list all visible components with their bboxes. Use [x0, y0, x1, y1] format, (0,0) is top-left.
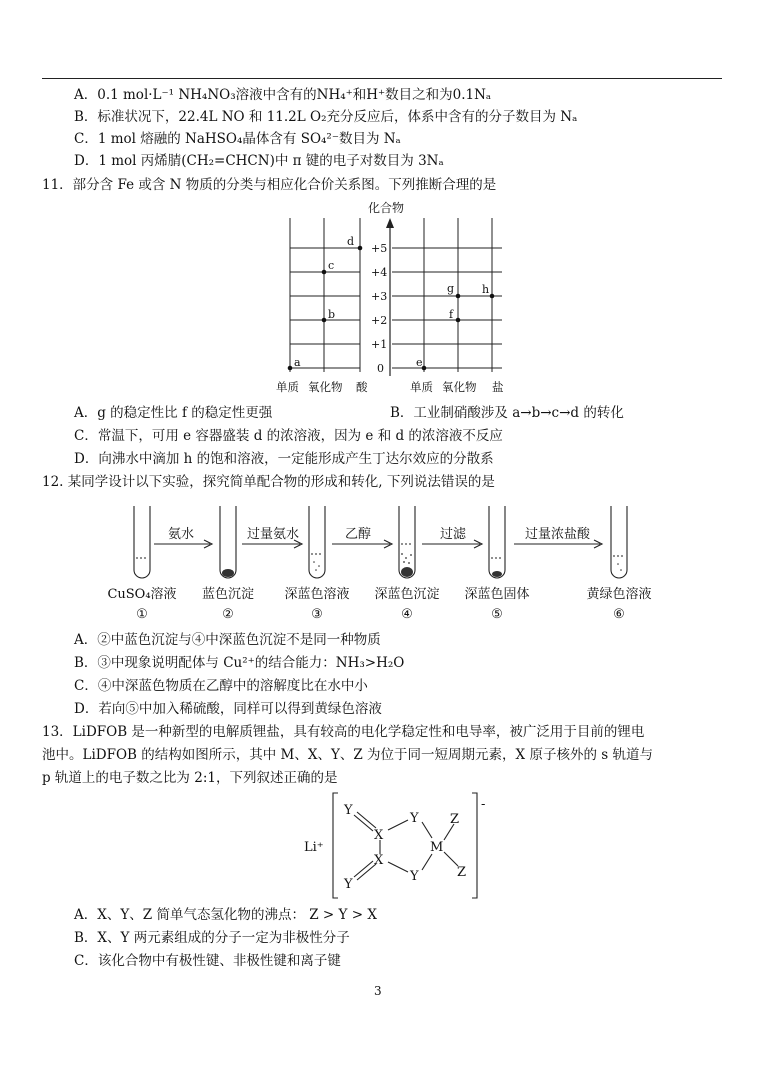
tube-label: 深蓝色溶液: [284, 587, 350, 602]
tube-label: 蓝色沉淀: [201, 587, 255, 602]
q13-stem-line1: 13．LiDFOB 是一种新型的电解质锂盐，具有较高的电化学稳定性和电导率，被广泛用于目前的锂电: [42, 724, 645, 740]
q12-option-c: C．④中深蓝色物质在乙醇中的溶解度比在水中小: [74, 678, 368, 694]
x-label: 氧化物: [308, 380, 343, 394]
tube-label: CuSO₄溶液: [107, 587, 177, 602]
q11-option-b: B．工业制硝酸涉及 a→b→c→d 的转化: [390, 405, 624, 421]
arrow-label: 氨水: [168, 527, 195, 542]
x-label: 单质: [276, 380, 299, 394]
atom-label: X: [374, 853, 384, 868]
tube-number: ①: [136, 607, 148, 622]
point-label: e: [416, 356, 423, 369]
tube-number: ④: [401, 607, 413, 622]
q11-option-c: C．常温下，可用 e 容器盛装 d 的浓溶液，因为 e 和 d 的浓溶液不反应: [74, 428, 503, 444]
x-label: 氧化物: [442, 380, 477, 394]
atom-label: Z: [450, 812, 460, 827]
q12-option-b: B．③中现象说明配体与 Cu²⁺的结合能力：NH₃>H₂O: [74, 655, 405, 671]
lidfob-structure: [300, 790, 500, 902]
q11-option-a: A．g 的稳定性比 f 的稳定性更强: [74, 405, 273, 421]
atom-label: Y: [410, 869, 419, 884]
y-label: +2: [371, 314, 388, 327]
q13-stem-line3: p 轨道上的电子数之比为 2:1，下列叙述正确的是: [42, 770, 338, 786]
atom-label: M: [430, 840, 444, 855]
q10-option-d: D．1 mol 丙烯腈(CH₂=CHCN)中 π 键的电子对数目为 3Nₐ: [74, 153, 444, 169]
arrow-label: 过量浓盐酸: [525, 527, 591, 542]
charge-sign: -: [481, 797, 486, 812]
y-label: +1: [371, 338, 388, 351]
x-label: 盐: [492, 380, 504, 394]
q10-option-c: C．1 mol 熔融的 NaHSO₄晶体含有 SO₄²⁻数目为 Nₐ: [74, 131, 401, 147]
valence-diagram: [270, 196, 520, 396]
arrow-label: 过滤: [440, 527, 467, 542]
tube-number: ③: [311, 607, 323, 622]
point-label: h: [482, 283, 490, 296]
point-label: b: [328, 308, 336, 321]
atom-label: Y: [410, 811, 419, 826]
y-label: +4: [371, 266, 388, 279]
arrow-label: 乙醇: [345, 527, 372, 542]
q10-option-b: B．标准状况下，22.4L NO 和 11.2L O₂充分反应后，体系中含有的分子数目为 Nₐ: [74, 109, 578, 125]
atom-label: X: [374, 828, 384, 843]
arrow-label: 过量氨水: [247, 527, 300, 542]
tube-label: 深蓝色沉淀: [374, 587, 440, 602]
q10-option-a: A．0.1 mol·L⁻¹ NH₄NO₃溶液中含有的NH₄⁺和H⁺数目之和为0.1Nₐ: [74, 87, 492, 103]
lithium-ion: Li⁺: [304, 840, 324, 855]
point-label: f: [449, 308, 454, 321]
x-label: 酸: [356, 380, 368, 394]
tube-number: ⑥: [613, 607, 625, 622]
q13-option-a: A．X、Y、Z 简单气态氢化物的沸点： Z > Y > X: [74, 907, 377, 923]
axis-title: 化合物: [368, 201, 405, 215]
q11-stem: 11．部分含 Fe 或含 N 物质的分类与相应化合价关系图。下列推断合理的是: [42, 177, 497, 193]
q13-stem-line2: 池中。LiDFOB 的结构如图所示，其中 M、X、Y、Z 为位于同一短周期元素，X 原子核外的 s 轨道与: [42, 747, 653, 763]
q12-option-d: D．若向⑤中加入稀硫酸，同样可以得到黄绿色溶液: [74, 701, 382, 717]
q12-option-a: A．②中蓝色沉淀与④中深蓝色沉淀不是同一种物质: [74, 632, 381, 648]
point-label: a: [294, 356, 301, 369]
point-label: c: [328, 259, 335, 272]
x-label: 单质: [410, 380, 433, 394]
q13-option-b: B．X、Y 两元素组成的分子一定为非极性分子: [74, 930, 350, 946]
tube-number: ②: [222, 607, 234, 622]
point-label: d: [347, 235, 355, 248]
header-rule: [42, 78, 722, 79]
y-label: 0: [377, 362, 384, 375]
q12-stem: 12. 某同学设计以下实验，探究简单配合物的形成和转化, 下列说法错误的是: [42, 474, 495, 490]
tube-label: 黄绿色溶液: [586, 587, 652, 602]
point-label: g: [447, 282, 455, 295]
page-number: 3: [374, 984, 382, 998]
experiment-diagram: [100, 500, 660, 625]
tube-label: 深蓝色固体: [464, 587, 530, 602]
y-label: +3: [371, 290, 388, 303]
q13-option-c: C．该化合物中有极性键、非极性键和离子键: [74, 953, 341, 969]
y-label: +5: [371, 242, 388, 255]
atom-label: Y: [344, 877, 353, 892]
atom-label: Y: [344, 803, 353, 818]
tube-number: ⑤: [491, 607, 503, 622]
atom-label: Z: [457, 865, 467, 880]
q11-option-d: D．向沸水中滴加 h 的饱和溶液，一定能形成产生丁达尔效应的分散系: [74, 451, 494, 467]
